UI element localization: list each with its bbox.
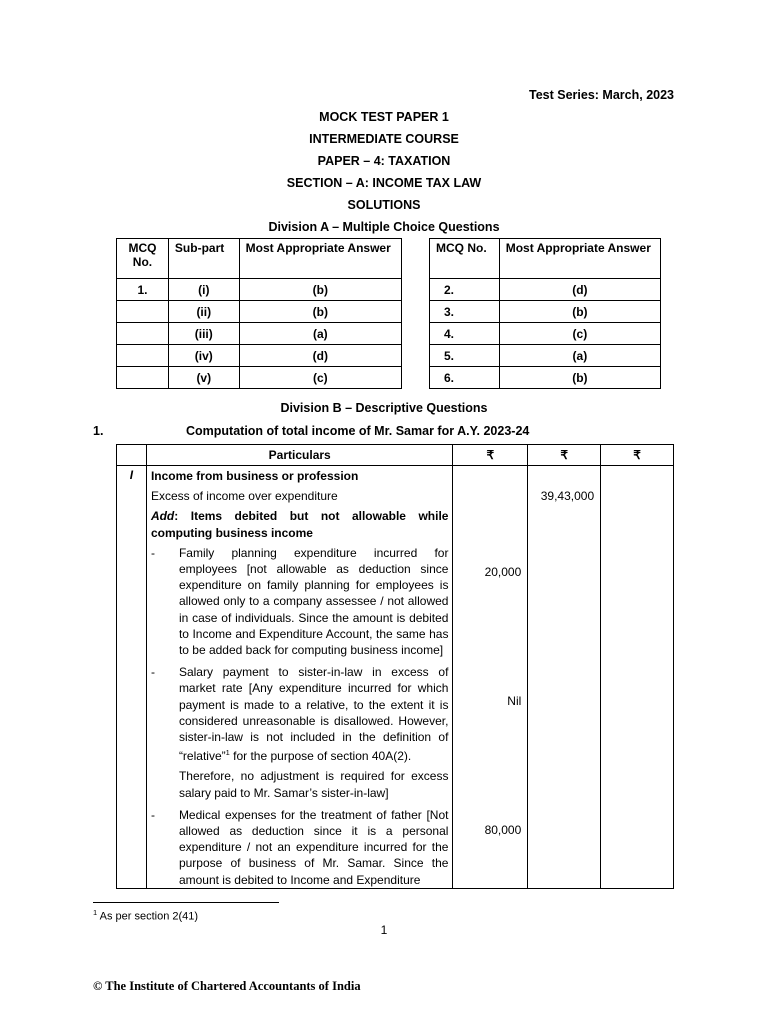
subpart-cell: (i): [168, 279, 239, 301]
subpart-cell: (v): [168, 367, 239, 389]
answer-cell: (d): [239, 345, 401, 367]
table-row: [117, 367, 402, 389]
item-dash: -: [150, 807, 155, 822]
rupee-header-2: ₹: [528, 445, 601, 466]
table-row: [430, 345, 661, 367]
list-item: [151, 664, 449, 801]
paper-subject: PAPER – 4: TAXATION: [317, 154, 451, 168]
mcq-cell: 6.: [430, 367, 500, 389]
mcq-header: MCQ No.: [117, 239, 169, 279]
table-row: [117, 345, 402, 367]
excess-label: Excess of income over expenditure: [150, 489, 338, 504]
add-label: Add: [150, 509, 175, 524]
answer-header: Most Appropriate Answer: [499, 239, 660, 279]
item-dash: -: [150, 545, 155, 560]
amount-column-3: [601, 466, 674, 889]
copyright-footer: © The Institute of Chartered Accountants of India: [93, 979, 361, 993]
item-text-main: Salary payment to sister-in-law in excess of market rate [Any expenditure incurred for which payment is made to a relative, to the extent it is considered unreasonable is disallowed. However, sister-in-law is not included in the definition of “relative”: [178, 665, 449, 764]
subpart-cell: (ii): [168, 301, 239, 323]
footnote-text: As per section 2(41): [97, 910, 199, 923]
item-text: Medical expenses for the treatment of father [Not allowed as deduction since it is a personal expenditure / not an expenditure incurred for the purpose of business of Mr. Samar. Since the amount is debited to Income and Expenditure: [178, 807, 449, 887]
mcq-cell: 5.: [430, 345, 500, 367]
table-row: [430, 323, 661, 345]
section-heading: Income from business or profession: [150, 469, 359, 483]
table-row: [117, 279, 402, 301]
rupee-header-3: ₹: [601, 445, 674, 466]
paper-title: MOCK TEST PAPER 1: [319, 110, 449, 124]
particulars-column: [146, 466, 453, 889]
table-row: [430, 301, 661, 323]
table-row: [430, 367, 661, 389]
mcq-cell: [117, 345, 169, 367]
answer-cell: (b): [499, 367, 660, 389]
answer-cell: (c): [499, 323, 660, 345]
course-title: INTERMEDIATE COURSE: [309, 132, 459, 146]
mcq-cell: 2.: [430, 279, 500, 301]
item-text-2: Therefore, no adjustment is required for excess salary paid to Mr. Samar’s sister-in-law]: [178, 769, 449, 800]
item-text: Family planning expenditure incurred for employees [not allowable as deduction since expenditure on family planning for employees is allowed only to a company assessee / not allowed in case of individuals. Since the amount is debited to Income and Expenditure Account, the same has to be added back for computing business income]: [178, 545, 449, 658]
subpart-header: Sub-part: [168, 239, 239, 279]
section-title: SECTION – A: INCOME TAX LAW: [286, 176, 482, 190]
computation-table: [116, 444, 674, 889]
amount-cell: 20,000: [484, 565, 522, 579]
list-item: [151, 807, 449, 888]
amount-column-2: [528, 466, 601, 889]
answer-cell: (b): [499, 301, 660, 323]
add-heading: [151, 508, 449, 540]
particulars-header: Particulars: [146, 445, 453, 466]
answer-header: Most Appropriate Answer: [239, 239, 401, 279]
mcq-cell: 3.: [430, 301, 500, 323]
footnote: [93, 908, 198, 923]
add-rest: : Items debited but not allowable while computing business income: [150, 509, 449, 540]
test-series-label: Test Series: March, 2023: [529, 88, 674, 102]
answer-cell: (c): [239, 367, 401, 389]
division-b-title: Division B – Descriptive Questions: [280, 401, 488, 415]
mcq-table-right: [429, 238, 661, 389]
answer-cell: (a): [499, 345, 660, 367]
item-text: [179, 664, 449, 764]
footnote-ref: 1: [225, 748, 230, 758]
mcq-header: MCQ No.: [430, 239, 500, 279]
item-dash: -: [150, 665, 155, 680]
footnote-marker: 1: [93, 908, 98, 917]
subpart-cell: (iii): [168, 323, 239, 345]
question-title: Computation of total income of Mr. Samar for A.Y. 2023-24: [186, 424, 530, 438]
answer-cell: (b): [239, 301, 401, 323]
mcq-cell: [117, 323, 169, 345]
mcq-cell: 1.: [117, 279, 169, 301]
footnote-divider: [93, 902, 279, 903]
mcq-cell: [117, 301, 169, 323]
mcq-cell: [117, 367, 169, 389]
amount-cell: Nil: [507, 694, 522, 708]
answer-cell: (d): [499, 279, 660, 301]
item-text-after: for the purpose of section 40A(2).: [229, 749, 412, 764]
mcq-table-left: [116, 238, 402, 389]
amount-cell: 39,43,000: [540, 489, 595, 503]
answer-cell: (a): [239, 323, 401, 345]
amount-column-1: [453, 466, 528, 889]
solutions-title: SOLUTIONS: [347, 198, 421, 212]
table-row: [117, 301, 402, 323]
subpart-cell: (iv): [168, 345, 239, 367]
list-item: [151, 545, 449, 658]
table-row: [117, 323, 402, 345]
page-number: 1: [380, 923, 388, 937]
amount-cell: 80,000: [484, 823, 522, 837]
rupee-header-1: ₹: [453, 445, 528, 466]
section-number: I: [117, 466, 147, 889]
question-number: 1.: [93, 424, 104, 438]
division-a-title: Division A – Multiple Choice Questions: [268, 220, 500, 234]
mcq-cell: 4.: [430, 323, 500, 345]
answer-cell: (b): [239, 279, 401, 301]
table-row: [430, 279, 661, 301]
